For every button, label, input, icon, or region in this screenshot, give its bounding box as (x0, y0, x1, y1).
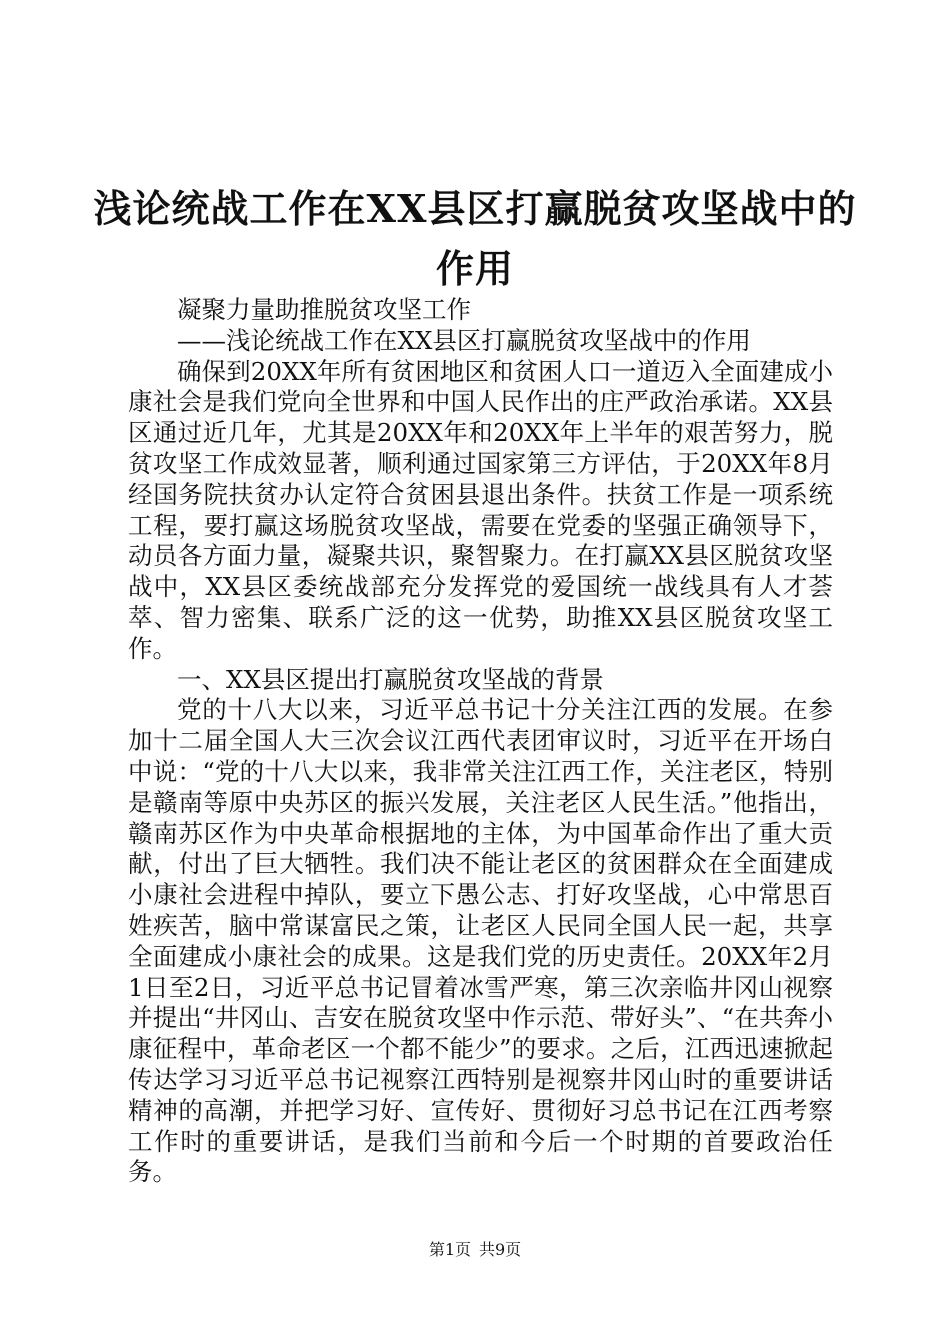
page-total: 共9页 (479, 1240, 522, 1259)
page-footer (0, 1240, 950, 1260)
subtitle-dash-line: ——浅论统战工作在XX县区打赢脱贫攻坚战中的作用 (177, 325, 751, 355)
paragraph-background: 党的十八大以来，习近平总书记十分关注江西的发展。在参加十二届全国人大三次会议江西代表团审议时，习近平在开场白中说：“党的十八大以来，我非常关注江西工作，关注老区，特别是赣南等原中央苏区的振兴发展，关注老区人民生活。”他指出，赣南苏区作为中央革命根据地的主体，为中国革命作出了重大贡献，付出了巨大牺牲。我们决不能让老区的贫困群众在全面建成小康社会进程中掉队，要立下愚公志、打好攻坚战，心中常思百姓疾苦，脑中常谋富民之策，让老区人民同全国人民一起，共享全面建成小康社会的成果。这是我们党的历史责任。20XX年2月1日至2日，习近平总书记冒着冰雪严寒，第三次亲临井冈山视察并提出“井冈山、吉安在脱贫攻坚中作示范、带好头”、“在共奔小康征程中，革命老区一个都不能少”的要求。之后，江西迅速掀起传达学习习近平总书记视察江西特别是视察井冈山时的重要讲话精神的高潮，并把学习好、宣传好、贯彻好习总书记在江西考察工作时的重要讲话，是我们当前和今后一个时期的首要政治任务。 (128, 695, 833, 1187)
page-number: 第1页 (428, 1240, 471, 1259)
subtitle: 凝聚力量助推脱贫攻坚工作 (177, 295, 471, 324)
paragraph-intro: 确保到20XX年所有贫困地区和贫困人口一道迈入全面建成小康社会是我们党向全世界和中国人民作出的庄严政治承诺。XX县区通过近几年，尤其是20XX年和20XX年上半年的艰苦努力，脱贫攻坚工作成效显著，顺利通过国家第三方评估，于20XX年8月经国务院扶贫办认定符合贫困县退出条件。扶贫工作是一项系统工程，要打赢这场脱贫攻坚战，需要在党委的坚强正确领导下，动员各方面力量，凝聚共识，聚智聚力。在打赢XX县区脱贫攻坚战中，XX县区委统战部充分发挥党的爱国统一战线具有人才荟萃、智力密集、联系广泛的这一优势，助推XX县区脱贫攻坚工作。 (128, 356, 833, 663)
document-title-line-1: 浅论统战工作在XX县区打赢脱贫攻坚战中的 (93, 186, 857, 231)
document-title-line-2: 作用 (435, 246, 514, 291)
section-heading-1: 一、XX县区提出打赢脱贫攻坚战的背景 (177, 664, 604, 694)
document-body (128, 295, 833, 1188)
